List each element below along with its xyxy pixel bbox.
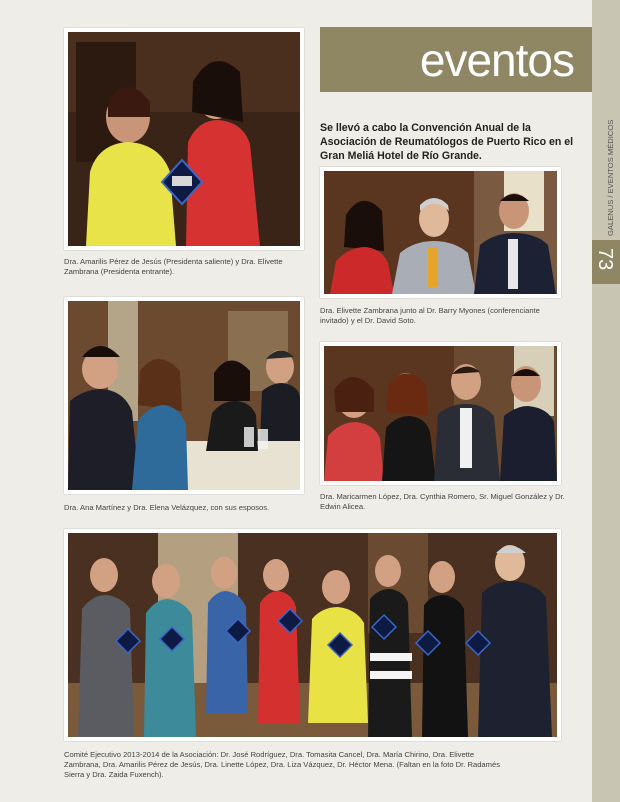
photo-executive-committee — [64, 529, 561, 741]
photo-guest-speaker — [320, 167, 561, 298]
section-title: eventos — [419, 34, 574, 86]
section-side-label: GALENUS / EVENTOS MÉDICOS — [606, 119, 615, 236]
caption-photo3: Dra. Ana Martínez y Dra. Elena Velázquez, con sus esposos. — [64, 503, 270, 512]
section-banner — [320, 27, 592, 92]
intro-text: Se llevó a cabo la Convención Anual de la Asociación de Reumatólogos de Puerto Rico en el Gran Meliá Hotel de Río Grande. — [320, 121, 574, 162]
photo-presidents — [64, 28, 304, 250]
page-sidebar — [592, 0, 620, 802]
page-number: 73 — [594, 248, 616, 271]
photo-group-four — [320, 342, 561, 485]
photo-couples — [64, 297, 304, 494]
section-label-box — [592, 0, 620, 240]
caption-photo4: Dra. Maricarmen López, Dra. Cynthia Romero, Sr. Miguel González y Dr. Edwin Alicea. — [320, 492, 565, 511]
caption-photo2: Dra. Elivette Zambrana junto al Dr. Barry Myones (conferenciante invitado) y el Dr. David Soto. — [320, 306, 540, 325]
caption-photo5: Comité Ejecutivo 2013-2014 de la Asociación: Dr. José Rodríguez, Dra. Tomasita Cancel, Dra. María Chirino, Dra. Elivette Zambrana, Dra. Amarilis Pérez de Jesús, Dra. Linette López, Dra. Liza Vázquez, Dr. Héctor Mena. (Faltan en la foto Dr. Radamés Sierra y Dra. Zaida Fuxench). — [64, 750, 500, 779]
caption-photo1: Dra. Amarilis Pérez de Jesús (Presidenta saliente) y Dra. Elivette Zambrana (Presidenta entrante). — [64, 257, 283, 276]
